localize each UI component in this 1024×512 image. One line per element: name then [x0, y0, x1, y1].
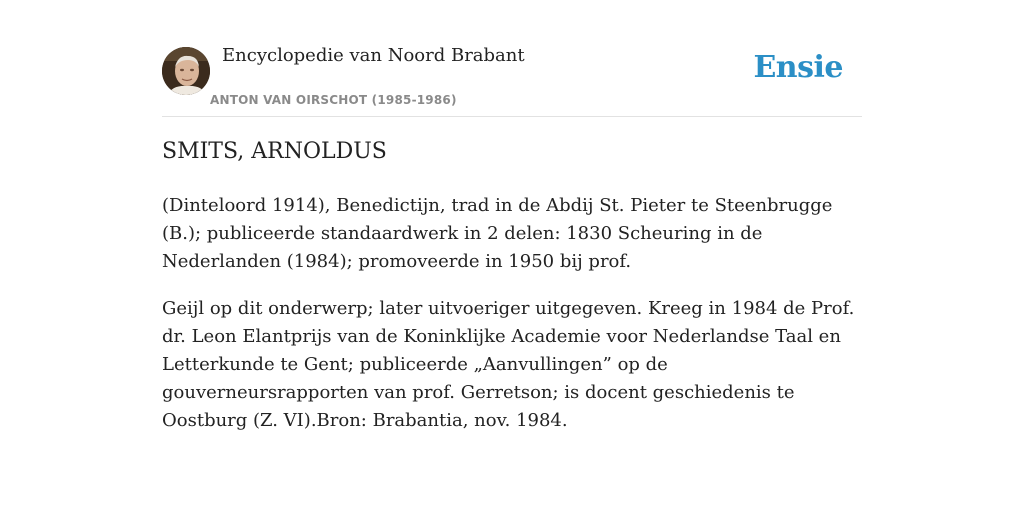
entry-paragraph: (Dinteloord 1914), Benedictijn, trad in de Abdij St. Pieter te Steenbrugge (B.); publiceerde standaardwerk in 2 delen: 1830 Scheuring in de Nederlanden (1984); promoveerde in 1950 bij prof.: [162, 195, 833, 272]
entry-page: [162, 0, 862, 431]
page-header: [162, 0, 862, 117]
author-portrait-icon[interactable]: [162, 47, 210, 95]
source-title[interactable]: Encyclopedie van Noord Brabant: [222, 45, 525, 66]
ensie-logo[interactable]: Ensie: [753, 50, 843, 85]
author-credit[interactable]: ANTON VAN OIRSCHOT (1985-1986): [210, 93, 457, 107]
entry-title: SMITS, ARNOLDUS: [162, 139, 387, 164]
entry-paragraph: Geijl op dit onderwerp; later uitvoeriger uitgegeven. Kreeg in 1984 de Prof. dr. Leon Elantprijs van de Koninklijke Academie voor Nederlandse Taal en Letterkunde te Gent; publiceerde „Aanvullingen” op de gouverneursrapporten van prof. Gerretson; is docent geschiedenis te Oostburg (Z. VI).Bron: Brabantia, nov. 1984.: [162, 298, 855, 431]
